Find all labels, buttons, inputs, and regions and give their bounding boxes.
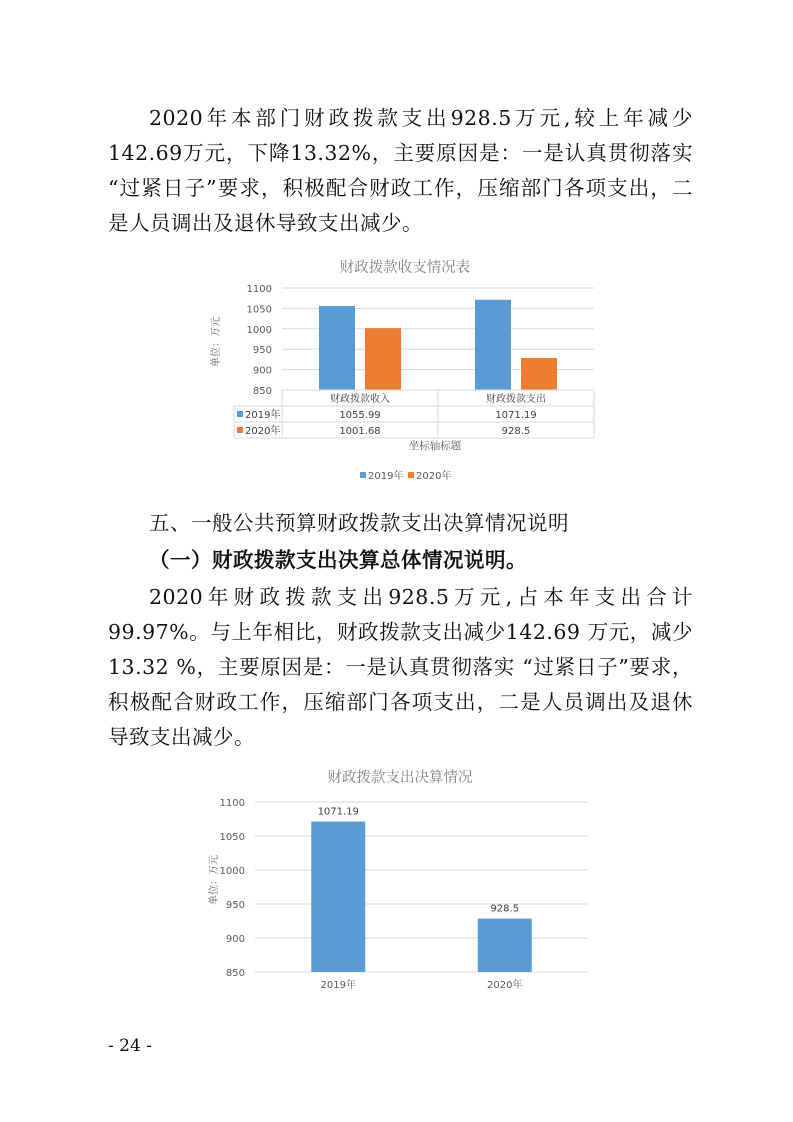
y-axis-label: 单位：万元 <box>211 317 222 367</box>
bar <box>475 300 511 390</box>
data-label: 928.5 <box>490 903 520 915</box>
y-tick-label: 1100 <box>219 798 245 809</box>
series-label: 2020年 <box>245 426 281 437</box>
legend-swatch <box>360 472 366 478</box>
category-label: 财政拨款收入 <box>330 394 390 405</box>
y-tick-label: 950 <box>252 345 272 357</box>
y-tick-label: 850 <box>252 386 272 397</box>
category-label: 财政拨款支出 <box>486 394 546 405</box>
y-tick-label: 900 <box>225 934 245 945</box>
y-tick-labels <box>220 798 245 979</box>
y-tick-label: 1050 <box>219 832 245 843</box>
chart-expense-final <box>200 760 600 1000</box>
data-label: 1071.19 <box>317 806 359 818</box>
data-value: 1071.19 <box>495 410 537 421</box>
y-tick-label: 850 <box>225 968 245 979</box>
x-axis-label: 坐标轴标题 <box>408 440 462 452</box>
bars <box>311 807 532 972</box>
series-label: 2019年 <box>245 410 281 421</box>
chart-income-expense <box>200 250 610 490</box>
series-swatch <box>237 427 243 433</box>
legend-label: 2019年 <box>368 471 404 482</box>
chart-title: 财政拨款支出决算情况 <box>327 770 473 786</box>
series-swatch <box>237 411 243 417</box>
bar <box>311 822 365 972</box>
data-table <box>234 390 594 438</box>
x-tick-labels <box>321 978 523 991</box>
subsection-heading: （一）财政拨款支出决算总体情况说明。 <box>149 548 527 572</box>
y-tick-label: 1000 <box>219 866 245 877</box>
bars <box>319 300 557 390</box>
paragraph-1: 2020年本部门财政拨款支出928.5万元,较上年减少142.69万元，下降13.32%，主要原因是：一是认真贯彻落实 “过紧日子”要求，积极配合财政工作，压缩部门各项支出，二是人员调出及退休导致支出减少。 <box>108 106 693 235</box>
paragraph-2: 2020年财政拨款支出928.5万元,占本年支出合计99.97%。与上年相比，财政拨款支出减少142.69 万元，减少13.32 %，主要原因是：一是认真贯彻落实 “过紧日子”要求，积极配合财政工作，压缩部门各项支出，二是人员调出及退休导致支出减少。 <box>108 585 693 749</box>
bar <box>365 328 401 390</box>
data-value: 1055.99 <box>339 410 381 421</box>
x-tick-label: 2019年 <box>320 980 356 991</box>
data-value: 928.5 <box>501 426 531 437</box>
chart-title: 财政拨款收支情况表 <box>339 260 471 276</box>
bar <box>319 306 355 390</box>
bar <box>521 358 557 390</box>
legend-label: 2020年 <box>416 471 452 482</box>
page-number: - 24 - <box>108 1036 152 1056</box>
y-axis-label: 单位：万元 <box>209 855 220 905</box>
legend <box>360 469 451 482</box>
y-tick-label: 950 <box>225 900 245 911</box>
legend-swatch <box>408 472 414 478</box>
bar <box>478 919 532 972</box>
y-tick-labels <box>247 284 272 397</box>
gridlines <box>255 802 588 972</box>
section-heading: 五、一般公共预算财政拨款支出决算情况说明 <box>149 511 569 535</box>
y-tick-label: 1000 <box>246 324 272 336</box>
y-tick-label: 1100 <box>246 284 272 295</box>
y-tick-label: 900 <box>252 365 272 377</box>
y-tick-label: 1050 <box>246 304 272 316</box>
x-tick-label: 2020年 <box>487 980 523 991</box>
data-value: 1001.68 <box>339 426 381 437</box>
